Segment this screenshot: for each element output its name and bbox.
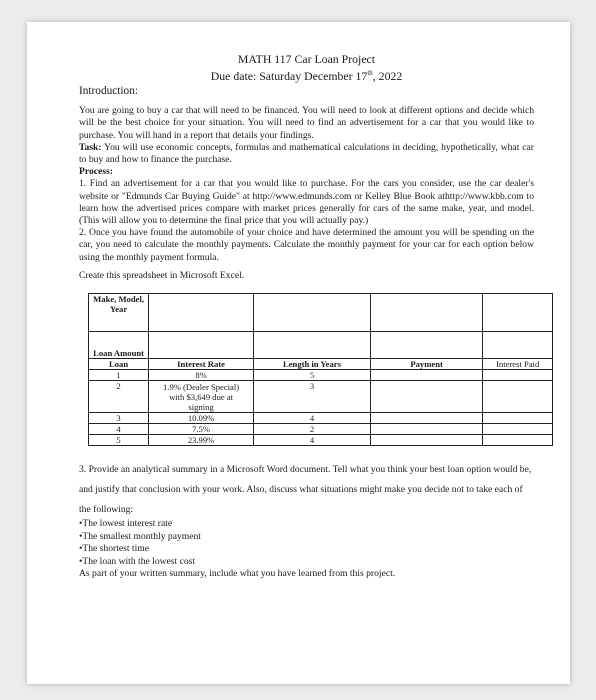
- list-item: •The shortest time: [79, 543, 149, 555]
- summary-section: [79, 460, 534, 520]
- header-interest: Interest Paid: [483, 358, 553, 369]
- interest-cell: [483, 423, 553, 434]
- interest-cell: [483, 369, 553, 380]
- interest-cell: [483, 434, 553, 445]
- header-row: [89, 358, 553, 369]
- task-label: Task:: [79, 141, 102, 153]
- amount-label: Loan Amount: [89, 331, 149, 358]
- loan-number: 2: [89, 380, 149, 412]
- payment-cell: [370, 369, 482, 380]
- due-date-line: [79, 66, 534, 83]
- title-line: MATH 117 Car Loan Project: [237, 52, 376, 66]
- payment-cell: [370, 423, 482, 434]
- due-superscript: th: [367, 69, 373, 77]
- due-prefix: Due date: Saturday December 17: [210, 68, 368, 83]
- amount-row: [89, 331, 553, 358]
- loan-number: 5: [89, 434, 149, 445]
- bullet-list: [79, 518, 534, 581]
- table-row: [89, 412, 553, 423]
- interest-cell: [483, 380, 553, 412]
- list-item: •The loan with the lowest cost: [79, 555, 196, 567]
- create-instruction: Create this spreadsheet in Microsoft Excel.: [79, 269, 245, 281]
- make-row: [89, 293, 553, 331]
- document-title: [79, 52, 534, 83]
- step-3: 3. Provide an analytical summary in a Microsoft Word document. Tell what you think your best loan option would be, and justify that conclusion with your work. Also, discuss what situations might make you decide not to take each of the following:: [79, 463, 532, 515]
- payment-cell: [370, 380, 482, 412]
- intro-heading: Introduction:: [79, 84, 138, 97]
- table-row: [89, 369, 553, 380]
- list-item: •The smallest monthly payment: [79, 530, 201, 542]
- loan-number: 3: [89, 412, 149, 423]
- interest-rate: 1.9% (Dealer Special) with $3,649 due at signing: [149, 380, 254, 412]
- payment-cell: [370, 434, 482, 445]
- task-text: You will use economic concepts, formulas and mathematical calculations in deciding, hypothetically, what car to buy and how to finance the purchase.: [79, 141, 534, 165]
- step-1: 1. Find an advertisement for a car that you would like to purchase. For the cars you consider, use the car dealer's website or "Edmunds Car Buying Guide" at http://www.edmunds.com or Kelley Blue Book athttp://www.kbb.com to learn how the advertised prices compare with market prices generally for cars of the same make, year, and model. (This will allow you to determine the final price that you will actually pay.): [79, 178, 534, 226]
- make-label: Make, Model, Year: [89, 293, 149, 331]
- table-row: [89, 380, 553, 412]
- loan-number: 1: [89, 369, 149, 380]
- payment-cell: [370, 412, 482, 423]
- due-suffix: , 2022: [372, 68, 403, 83]
- header-payment: Payment: [370, 358, 482, 369]
- interest-cell: [483, 412, 553, 423]
- process-label: Process:: [79, 166, 113, 178]
- length-years: 4: [253, 412, 370, 423]
- document-page: [27, 22, 570, 684]
- document-content: [79, 52, 540, 581]
- closing-line: As part of your written summary, include what you have learned from this project.: [79, 568, 396, 580]
- length-years: 4: [253, 434, 370, 445]
- length-years: 3: [253, 380, 370, 412]
- table-row: [89, 423, 553, 434]
- loan-table: [88, 293, 553, 446]
- header-rate: Interest Rate: [149, 358, 254, 369]
- intro-section: [79, 105, 534, 264]
- task-paragraph: [79, 142, 534, 166]
- length-years: 2: [253, 423, 370, 434]
- loan-number: 4: [89, 423, 149, 434]
- interest-rate: 7.5%: [149, 423, 254, 434]
- interest-rate: 23.99%: [149, 434, 254, 445]
- list-item: •The lowest interest rate: [79, 517, 173, 529]
- header-loan: Loan: [89, 358, 149, 369]
- step-2: 2. Once you have found the automobile of your choice and have determined the amount you will be spending on the car, you need to calculate the monthly payments. Calculate the monthly payment for your car for each option below using the monthly payment formula.: [79, 227, 534, 263]
- length-years: 5: [253, 369, 370, 380]
- header-years: Length in Years: [253, 358, 370, 369]
- intro-paragraph: You are going to buy a car that will need to be financed. You will need to look at different options and decide which will be the best choice for your situation. You will need to find an advertisement for a car that you would like to purchase. You will hand in a report that details your findings.: [79, 105, 534, 141]
- interest-rate: 10.09%: [149, 412, 254, 423]
- interest-rate: 8%: [149, 369, 254, 380]
- table-row: [89, 434, 553, 445]
